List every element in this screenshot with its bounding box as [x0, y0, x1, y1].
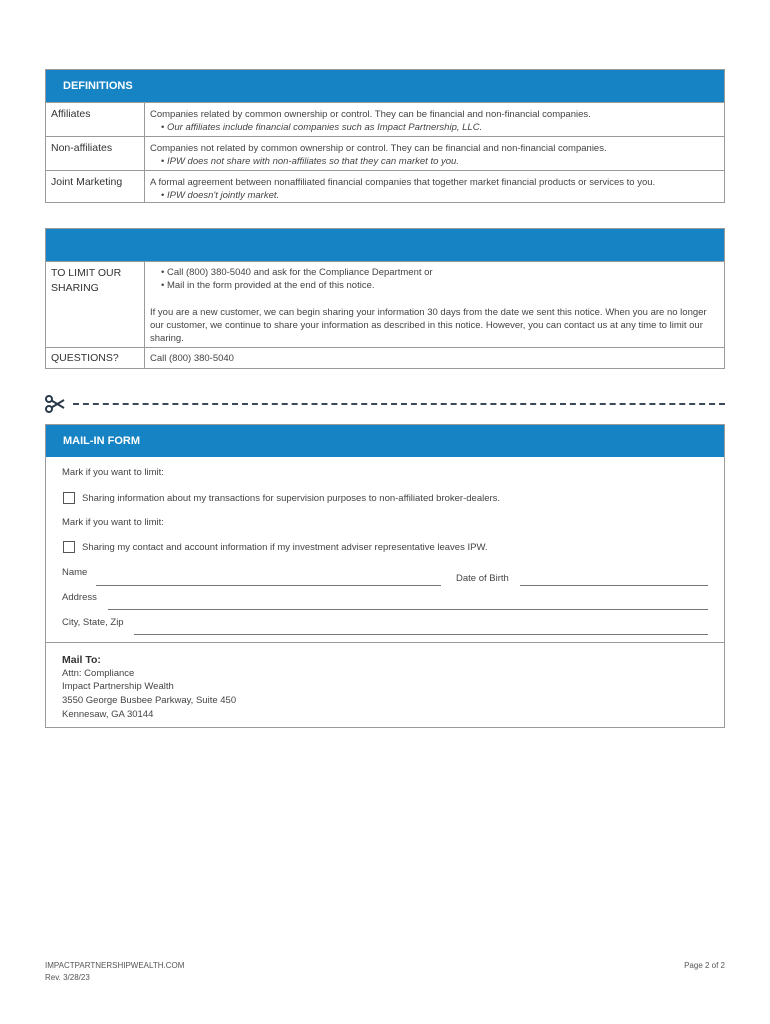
footer-revision: Rev. 3/28/23	[45, 973, 90, 982]
limit-call-option: • Call (800) 380-5040 and ask for the Compliance Department or	[150, 266, 719, 279]
mail-to-line: Attn: Compliance	[62, 668, 135, 679]
limit-contact-info-label: Sharing my contact and account information if my investment adviser representative leaves IPW.	[82, 542, 488, 553]
mail-to-label: Mail To:	[62, 654, 101, 666]
questions-phone: Call (800) 380-5040	[150, 353, 234, 364]
limit-sharing-label: TO LIMIT OUR SHARING	[46, 262, 145, 347]
definition-text: Companies not related by common ownership or control. They can be financial and non-financial companies.	[150, 143, 607, 154]
mark-limit-label: Mark if you want to limit:	[62, 517, 164, 528]
city-state-zip-field[interactable]	[134, 634, 708, 635]
footer-website: IMPACTPARTNERSHIPWEALTH.COM	[45, 961, 185, 970]
cut-line	[45, 394, 725, 414]
city-state-zip-label: City, State, Zip	[62, 617, 124, 628]
definition-label: Non-affiliates	[46, 137, 145, 170]
sharing-header	[46, 229, 724, 261]
definition-text: Companies related by common ownership or control. They can be financial and non-financial companies.	[150, 109, 591, 120]
definitions-table	[45, 69, 725, 203]
date-of-birth-label: Date of Birth	[456, 573, 509, 584]
limit-mail-option: • Mail in the form provided at the end of this notice.	[150, 279, 719, 292]
mail-to-section	[46, 642, 724, 720]
limit-sharing-row	[46, 261, 724, 347]
definitions-header	[46, 70, 724, 102]
definitions-header-label: DEFINITIONS	[63, 80, 133, 92]
scissors-icon	[45, 395, 65, 413]
mail-to-line: 3550 George Busbee Parkway, Suite 450	[62, 695, 237, 706]
mark-limit-label: Mark if you want to limit:	[62, 467, 164, 478]
definition-example: • Our affiliates include financial companies such as Impact Partnership, LLC.	[150, 121, 719, 134]
mail-to-line: Impact Partnership Wealth	[62, 681, 174, 692]
limit-transactions-label: Sharing information about my transactions for supervision purposes to non-affiliated broker-dealers.	[82, 493, 501, 504]
definition-text: A formal agreement between nonaffiliated financial companies that together market financial products or services to you.	[150, 177, 656, 188]
address-label: Address	[62, 592, 97, 603]
definition-row-affiliates	[46, 102, 724, 136]
limit-transactions-checkbox[interactable]	[63, 492, 75, 504]
limit-contact-info-checkbox[interactable]	[63, 541, 75, 553]
mail-to-line: Kennesaw, GA 30144	[62, 709, 154, 720]
definition-label: Joint Marketing	[46, 171, 145, 202]
definition-row-joint-marketing	[46, 170, 724, 202]
page-number: Page 2 of 2	[684, 961, 725, 970]
sharing-table	[45, 228, 725, 369]
form-header	[46, 425, 724, 457]
questions-row	[46, 347, 724, 368]
mail-in-form	[45, 424, 725, 728]
definition-example: • IPW doesn't jointly market.	[150, 189, 719, 202]
date-of-birth-field[interactable]	[520, 585, 708, 586]
cut-dashed-line	[73, 403, 725, 405]
questions-label: QUESTIONS?	[46, 348, 145, 368]
definition-label: Affiliates	[46, 103, 145, 136]
limit-paragraph: If you are a new customer, we can begin sharing your information 30 days from the date we sent this notice. When you are no longer our customer, we continue to share your information as described in this notice. However, you can contact us at any time to limit our sharing.	[150, 307, 707, 344]
form-header-label: MAIL-IN FORM	[63, 435, 140, 447]
address-field[interactable]	[108, 609, 708, 610]
definition-example: • IPW does not share with non-affiliates so that they can market to you.	[150, 155, 719, 168]
definition-row-non-affiliates	[46, 136, 724, 170]
name-label: Name	[62, 567, 88, 578]
name-field[interactable]	[96, 585, 441, 586]
